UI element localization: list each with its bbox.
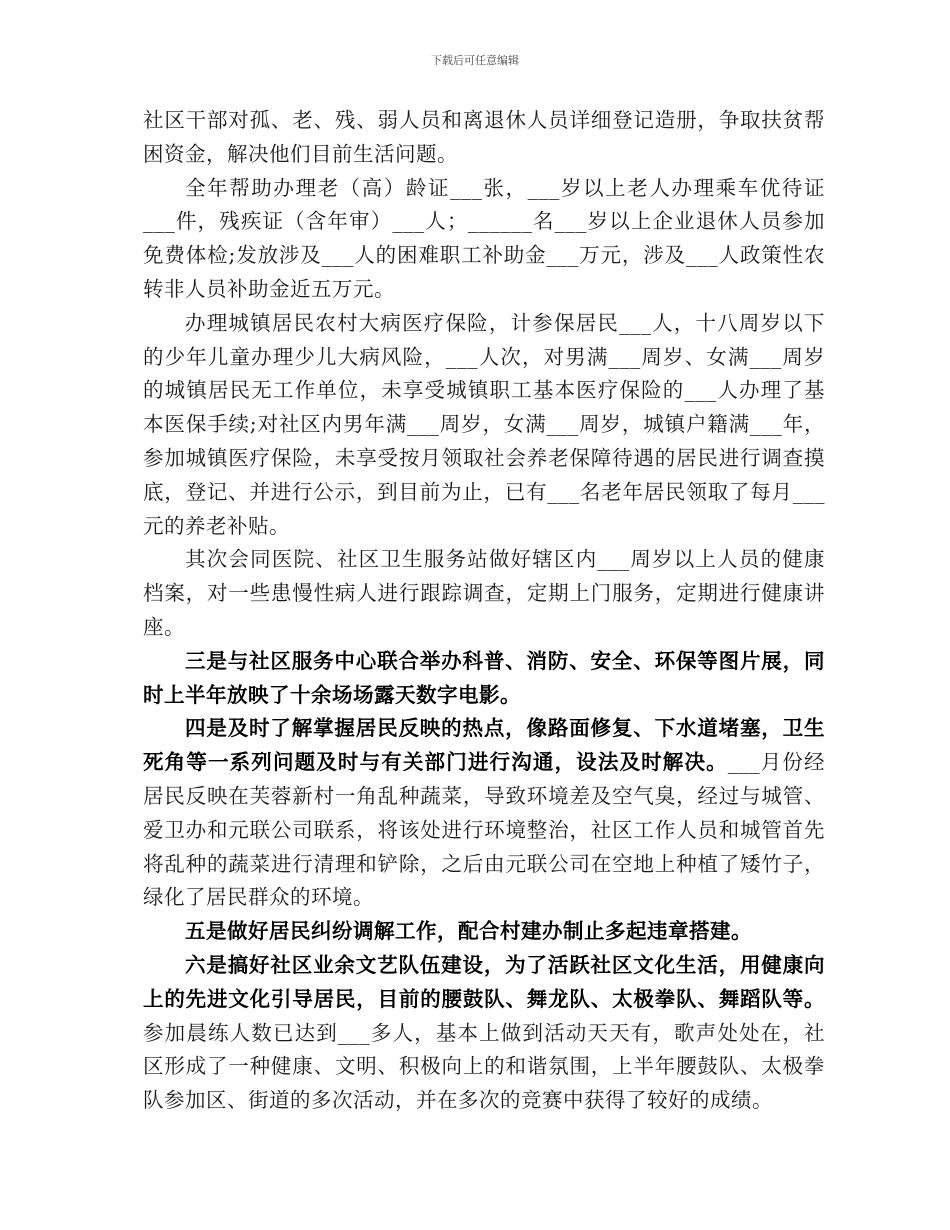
paragraph-4 <box>143 543 825 644</box>
paragraph-2-text: 全年帮助办理老（高）龄证___张，___岁以上老人办理乘车优待证___件，残疾证（含年审）___人；______名___岁以上企业退休人员参加免费体检;发放涉及___人的困难职工补助金___万元，涉及___人政策性农转非人员补助金近五万元。 <box>143 175 825 301</box>
paragraph-8 <box>143 949 825 1118</box>
paragraph-3 <box>143 307 825 544</box>
paragraph-5 <box>143 645 825 713</box>
paragraph-7 <box>143 915 825 949</box>
paragraph-8-text: 参加晨练人数已达到___多人，基本上做到活动天天有，歌声处处在，社区形成了一种健康、文明、积极向上的和谐氛围，上半年腰鼓队、太极拳队参加区、街道的多次活动，并在多次的竞赛中获得了较好的成绩。 <box>143 1020 825 1113</box>
paragraph-2 <box>143 172 825 307</box>
paragraph-7-bold: 五是做好居民纠纷调解工作，配合村建办制止多起违章搭建。 <box>185 919 753 944</box>
paragraph-1-text: 社区干部对孤、老、残、弱人员和离退休人员详细登记造册，争取扶贫帮困资金，解决他们目前生活问题。 <box>143 108 825 166</box>
document-body <box>143 104 825 1118</box>
paragraph-3-text: 办理城镇居民农村大病医疗保险，计参保居民___人，十八周岁以下的少年儿童办理少儿大病风险，___人次，对男满___周岁、女满___周岁的城镇居民无工作单位，未享受城镇职工基本医疗保险的___人办理了基本医保手续;对社区内男年满___周岁，女满___周岁，城镇户籍满___年，参加城镇医疗保险，未享受按月领取社会养老保障待遇的居民进行调查摸底，登记、并进行公示，到目前为止，已有___名老年居民领取了每月___元的养老补贴。 <box>143 310 825 538</box>
paragraph-4-text: 其次会同医院、社区卫生服务站做好辖区内___周岁以上人员的健康档案，对一些患慢性病人进行跟踪调查，定期上门服务，定期进行健康讲座。 <box>143 547 825 639</box>
paragraph-5-bold: 三是与社区服务中心联合举办科普、消防、安全、环保等图片展，同时上半年放映了十余场场露天数字电影。 <box>143 648 825 707</box>
page-header-note: 下载后可任意编辑 <box>431 54 519 67</box>
paragraph-6-bold: 四是及时了解掌握居民反映的热点，像路面修复、下水道堵塞，卫生死角等一系列问题及时与有关部门进行沟通，设法及时解决。 <box>143 716 825 775</box>
paragraph-6 <box>143 712 825 915</box>
paragraph-6-text: ___月份经居民反映在芙蓉新村一角乱种蔬菜，导致环境差及空气臭，经过与城管、爱卫办和元联公司联系，将该处进行环境整治，社区工作人员和城管首先将乱种的蔬菜进行清理和铲除，之后由元联公司在空地上种植了矮竹子，绿化了居民群众的环境。 <box>143 750 826 910</box>
paragraph-1 <box>143 104 825 172</box>
paragraph-8-bold: 六是搞好社区业余文艺队伍建设，为了活跃社区文化生活，用健康向上的先进文化引导居民，目前的腰鼓队、舞龙队、太极拳队、舞蹈队等。 <box>143 952 825 1011</box>
